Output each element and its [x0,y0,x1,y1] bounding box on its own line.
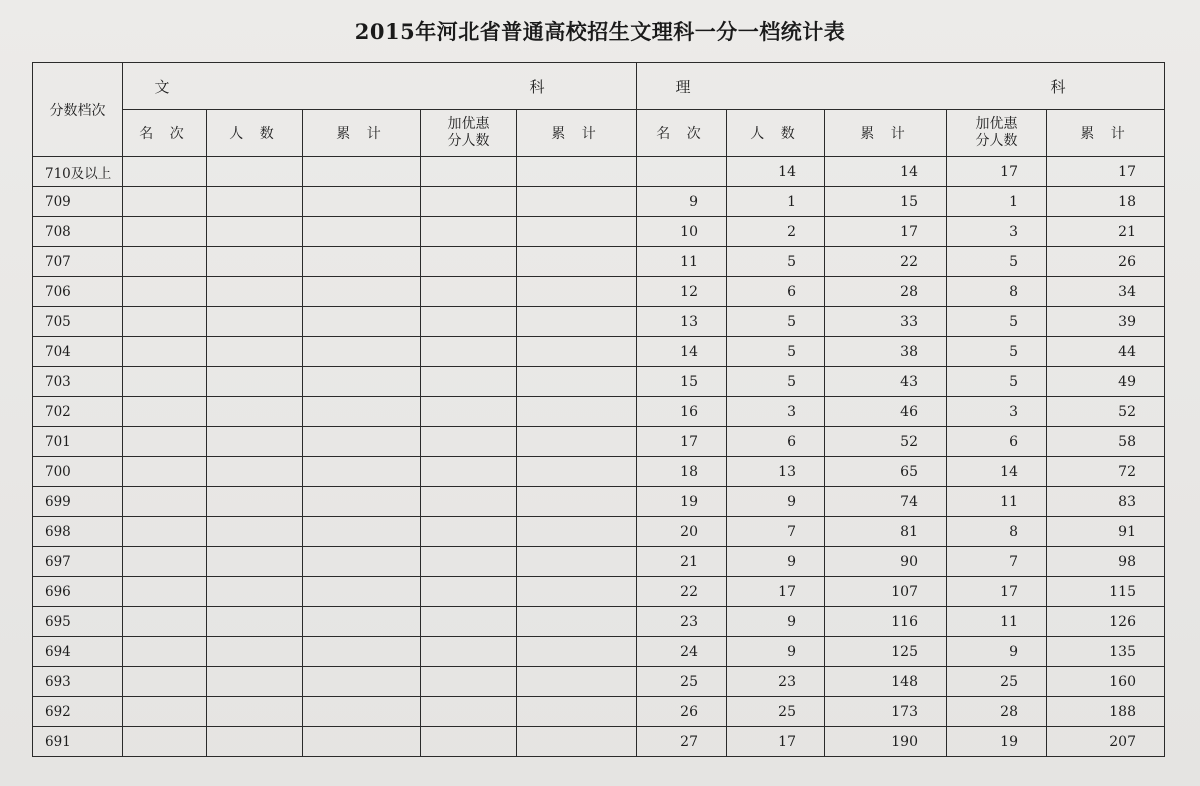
science-cumulative-cell: 74 [825,487,947,517]
science-count-cell: 3 [727,397,825,427]
science-bonus-cell: 5 [947,307,1047,337]
score-cell: 692 [33,697,123,727]
science-cumulative-cell: 28 [825,277,947,307]
arts-bonus-cell [421,697,517,727]
arts-rank-cell [123,187,207,217]
arts-cumulative-cell [303,487,421,517]
science-rank-cell: 10 [637,217,727,247]
arts-rank-cell [123,547,207,577]
science-cumulative-cell: 107 [825,577,947,607]
arts-count-cell [207,337,303,367]
science-cumulative2-cell: 34 [1047,277,1165,307]
science-cumulative2-cell: 39 [1047,307,1165,337]
table-row [33,427,1165,457]
table-row [33,187,1165,217]
table-row [33,367,1165,397]
arts-count-cell [207,217,303,247]
table-row [33,337,1165,367]
bonus-line-2: 分人数 [975,133,1018,149]
arts-cumulative-cell [303,547,421,577]
science-count-cell: 9 [727,487,825,517]
arts-cumulative2-cell [517,247,637,277]
science-cumulative-cell: 14 [825,157,947,187]
table-row [33,217,1165,247]
science-cumulative-cell: 33 [825,307,947,337]
score-cell: 694 [33,637,123,667]
score-cell: 700 [33,457,123,487]
arts-cumulative2-header: 累 计 [517,110,637,157]
science-count-cell: 25 [727,697,825,727]
science-bonus-cell: 8 [947,277,1047,307]
score-cell: 705 [33,307,123,337]
arts-cumulative-cell [303,577,421,607]
arts-cumulative-cell [303,697,421,727]
science-cumulative-cell: 15 [825,187,947,217]
arts-cumulative-cell [303,607,421,637]
science-cumulative-cell: 90 [825,547,947,577]
science-bonus-cell: 5 [947,337,1047,367]
science-cumulative-cell: 22 [825,247,947,277]
science-count-cell: 5 [727,307,825,337]
arts-rank-cell [123,367,207,397]
science-cumulative-header: 累 计 [825,110,947,157]
science-cumulative2-cell: 58 [1047,427,1165,457]
science-rank-cell: 13 [637,307,727,337]
arts-cumulative-header: 累 计 [303,110,421,157]
arts-bonus-header [421,110,517,157]
arts-rank-cell [123,607,207,637]
score-cell: 708 [33,217,123,247]
arts-count-cell [207,487,303,517]
table-row [33,397,1165,427]
science-cumulative2-cell: 52 [1047,397,1165,427]
science-rank-cell: 23 [637,607,727,637]
bonus-line-2: 分人数 [447,133,490,149]
arts-cumulative2-cell [517,157,637,187]
science-rank-cell [637,157,727,187]
arts-cumulative-cell [303,367,421,397]
arts-cumulative-cell [303,337,421,367]
science-count-cell: 1 [727,187,825,217]
arts-cumulative-cell [303,637,421,667]
arts-cumulative-cell [303,397,421,427]
science-count-cell: 6 [727,277,825,307]
table-row [33,157,1165,187]
arts-bonus-cell [421,187,517,217]
arts-rank-cell [123,487,207,517]
arts-cumulative-cell [303,277,421,307]
arts-rank-cell [123,667,207,697]
arts-rank-cell [123,397,207,427]
arts-cumulative2-cell [517,307,637,337]
arts-bonus-cell [421,727,517,757]
arts-bonus-cell [421,397,517,427]
science-rank-cell: 15 [637,367,727,397]
page-title: 2015年河北省普通高校招生文理科一分一档统计表 [354,19,846,44]
arts-bonus-cell [421,337,517,367]
arts-bonus-cell [421,367,517,397]
bonus-line-1: 加优惠 [975,116,1018,132]
science-rank-header: 名 次 [637,110,727,157]
science-bonus-cell: 9 [947,637,1047,667]
science-header: 理 科 [637,63,1165,110]
science-bonus-cell: 25 [947,667,1047,697]
arts-count-cell [207,517,303,547]
science-cumulative-cell: 43 [825,367,947,397]
science-count-cell: 5 [727,337,825,367]
arts-rank-cell [123,457,207,487]
arts-cumulative2-cell [517,487,637,517]
arts-count-header: 人 数 [207,110,303,157]
score-cell: 701 [33,427,123,457]
arts-cumulative2-cell [517,637,637,667]
arts-count-cell [207,187,303,217]
science-cumulative-cell: 190 [825,727,947,757]
score-cell: 707 [33,247,123,277]
science-rank-cell: 20 [637,517,727,547]
science-count-cell: 9 [727,547,825,577]
score-cell: 695 [33,607,123,637]
arts-count-cell [207,157,303,187]
science-bonus-cell: 1 [947,187,1047,217]
score-distribution-table [32,62,1165,757]
science-cumulative-cell: 81 [825,517,947,547]
arts-cumulative-cell [303,157,421,187]
table-row [33,277,1165,307]
score-cell: 696 [33,577,123,607]
science-cumulative2-cell: 135 [1047,637,1165,667]
science-cumulative2-cell: 91 [1047,517,1165,547]
science-cumulative-cell: 46 [825,397,947,427]
table-row [33,547,1165,577]
arts-cumulative2-cell [517,697,637,727]
arts-rank-cell [123,427,207,457]
science-cumulative2-cell: 115 [1047,577,1165,607]
science-cumulative2-cell: 98 [1047,547,1165,577]
science-bonus-cell: 11 [947,607,1047,637]
score-cell: 706 [33,277,123,307]
arts-rank-cell [123,697,207,727]
science-count-cell: 6 [727,427,825,457]
arts-rank-header: 名 次 [123,110,207,157]
arts-cumulative2-cell [517,427,637,457]
arts-count-cell [207,577,303,607]
science-cumulative-cell: 65 [825,457,947,487]
arts-cumulative-cell [303,727,421,757]
science-bonus-cell: 3 [947,397,1047,427]
score-cell: 697 [33,547,123,577]
arts-count-cell [207,277,303,307]
arts-cumulative-cell [303,457,421,487]
table-row [33,307,1165,337]
science-cumulative-cell: 148 [825,667,947,697]
science-cumulative-cell: 17 [825,217,947,247]
table-row [33,577,1165,607]
arts-cumulative-cell [303,307,421,337]
science-rank-cell: 9 [637,187,727,217]
science-bonus-header [947,110,1047,157]
science-bonus-cell: 11 [947,487,1047,517]
arts-rank-cell [123,217,207,247]
table-row [33,637,1165,667]
arts-count-cell [207,667,303,697]
science-count-cell: 17 [727,727,825,757]
table-row [33,697,1165,727]
arts-cumulative-cell [303,247,421,277]
table-row [33,517,1165,547]
science-rank-cell: 24 [637,637,727,667]
score-cell: 693 [33,667,123,697]
arts-cumulative2-cell [517,667,637,697]
arts-bonus-cell [421,547,517,577]
arts-cumulative2-cell [517,607,637,637]
science-rank-cell: 11 [637,247,727,277]
arts-cumulative-cell [303,667,421,697]
science-bonus-cell: 17 [947,157,1047,187]
science-cumulative2-cell: 207 [1047,727,1165,757]
science-cumulative2-cell: 18 [1047,187,1165,217]
science-cumulative2-cell: 126 [1047,607,1165,637]
science-bonus-cell: 17 [947,577,1047,607]
science-rank-cell: 17 [637,427,727,457]
table-body [33,157,1165,757]
science-count-cell: 7 [727,517,825,547]
science-bonus-cell: 5 [947,367,1047,397]
arts-bonus-cell [421,307,517,337]
science-rank-cell: 27 [637,727,727,757]
score-cell: 710及以上 [33,157,123,187]
arts-bonus-cell [421,517,517,547]
arts-rank-cell [123,307,207,337]
arts-cumulative2-cell [517,727,637,757]
science-bonus-cell: 14 [947,457,1047,487]
header-row-sub [33,110,1165,157]
arts-cumulative2-cell [517,277,637,307]
arts-cumulative2-cell [517,577,637,607]
score-cell: 703 [33,367,123,397]
science-rank-cell: 18 [637,457,727,487]
bonus-line-1: 加优惠 [447,116,490,132]
science-cumulative2-cell: 160 [1047,667,1165,697]
science-count-cell: 17 [727,577,825,607]
table-row [33,727,1165,757]
arts-count-cell [207,637,303,667]
arts-count-cell [207,697,303,727]
arts-rank-cell [123,577,207,607]
arts-count-cell [207,727,303,757]
science-cumulative2-cell: 21 [1047,217,1165,247]
arts-count-cell [207,247,303,277]
science-rank-cell: 14 [637,337,727,367]
table-row [33,247,1165,277]
arts-count-cell [207,427,303,457]
score-cell: 699 [33,487,123,517]
science-rank-cell: 22 [637,577,727,607]
arts-bonus-cell [421,157,517,187]
table-row [33,667,1165,697]
arts-cumulative2-cell [517,217,637,247]
science-cumulative2-cell: 49 [1047,367,1165,397]
science-count-cell: 9 [727,607,825,637]
arts-cumulative-cell [303,217,421,247]
science-cumulative-cell: 173 [825,697,947,727]
science-bonus-cell: 8 [947,517,1047,547]
science-rank-cell: 19 [637,487,727,517]
arts-rank-cell [123,517,207,547]
arts-cumulative2-cell [517,547,637,577]
science-cumulative-cell: 125 [825,637,947,667]
science-bonus-cell: 5 [947,247,1047,277]
arts-rank-cell [123,277,207,307]
science-cumulative-cell: 52 [825,427,947,457]
arts-bonus-cell [421,487,517,517]
arts-count-cell [207,607,303,637]
arts-count-cell [207,367,303,397]
science-cumulative2-cell: 17 [1047,157,1165,187]
arts-cumulative2-cell [517,457,637,487]
science-rank-cell: 26 [637,697,727,727]
arts-header: 文 科 [123,63,637,110]
science-cumulative-cell: 116 [825,607,947,637]
arts-count-cell [207,457,303,487]
arts-cumulative2-cell [517,517,637,547]
science-cumulative2-cell: 83 [1047,487,1165,517]
science-cumulative2-cell: 188 [1047,697,1165,727]
arts-cumulative-cell [303,517,421,547]
score-cell: 709 [33,187,123,217]
arts-bonus-cell [421,217,517,247]
science-rank-cell: 12 [637,277,727,307]
science-cumulative-cell: 38 [825,337,947,367]
arts-bonus-cell [421,277,517,307]
arts-rank-cell [123,637,207,667]
table-row [33,607,1165,637]
science-count-cell: 2 [727,217,825,247]
science-rank-cell: 16 [637,397,727,427]
arts-cumulative2-cell [517,397,637,427]
science-cumulative2-header: 累 计 [1047,110,1165,157]
science-bonus-cell: 3 [947,217,1047,247]
science-bonus-cell: 7 [947,547,1047,577]
arts-cumulative2-cell [517,187,637,217]
science-count-cell: 5 [727,367,825,397]
arts-rank-cell [123,247,207,277]
science-rank-cell: 21 [637,547,727,577]
score-cell: 691 [33,727,123,757]
score-cell: 702 [33,397,123,427]
science-bonus-cell: 6 [947,427,1047,457]
science-count-header: 人 数 [727,110,825,157]
arts-count-cell [207,307,303,337]
table-row [33,457,1165,487]
arts-cumulative2-cell [517,337,637,367]
science-cumulative2-cell: 72 [1047,457,1165,487]
science-count-cell: 23 [727,667,825,697]
arts-bonus-cell [421,667,517,697]
arts-bonus-cell [421,427,517,457]
science-count-cell: 14 [727,157,825,187]
science-rank-cell: 25 [637,667,727,697]
science-count-cell: 13 [727,457,825,487]
score-cell: 704 [33,337,123,367]
score-cell: 698 [33,517,123,547]
science-cumulative2-cell: 26 [1047,247,1165,277]
science-cumulative2-cell: 44 [1047,337,1165,367]
arts-rank-cell [123,157,207,187]
science-bonus-cell: 28 [947,697,1047,727]
science-count-cell: 9 [727,637,825,667]
arts-bonus-cell [421,637,517,667]
arts-bonus-cell [421,457,517,487]
score-column-header: 分数档次 [33,63,123,157]
arts-rank-cell [123,337,207,367]
arts-rank-cell [123,727,207,757]
arts-count-cell [207,547,303,577]
arts-cumulative-cell [303,427,421,457]
arts-cumulative2-cell [517,367,637,397]
arts-bonus-cell [421,577,517,607]
arts-cumulative-cell [303,187,421,217]
science-count-cell: 5 [727,247,825,277]
arts-bonus-cell [421,607,517,637]
header-row-group [33,63,1165,110]
arts-bonus-cell [421,247,517,277]
arts-count-cell [207,397,303,427]
science-bonus-cell: 19 [947,727,1047,757]
table-row [33,487,1165,517]
